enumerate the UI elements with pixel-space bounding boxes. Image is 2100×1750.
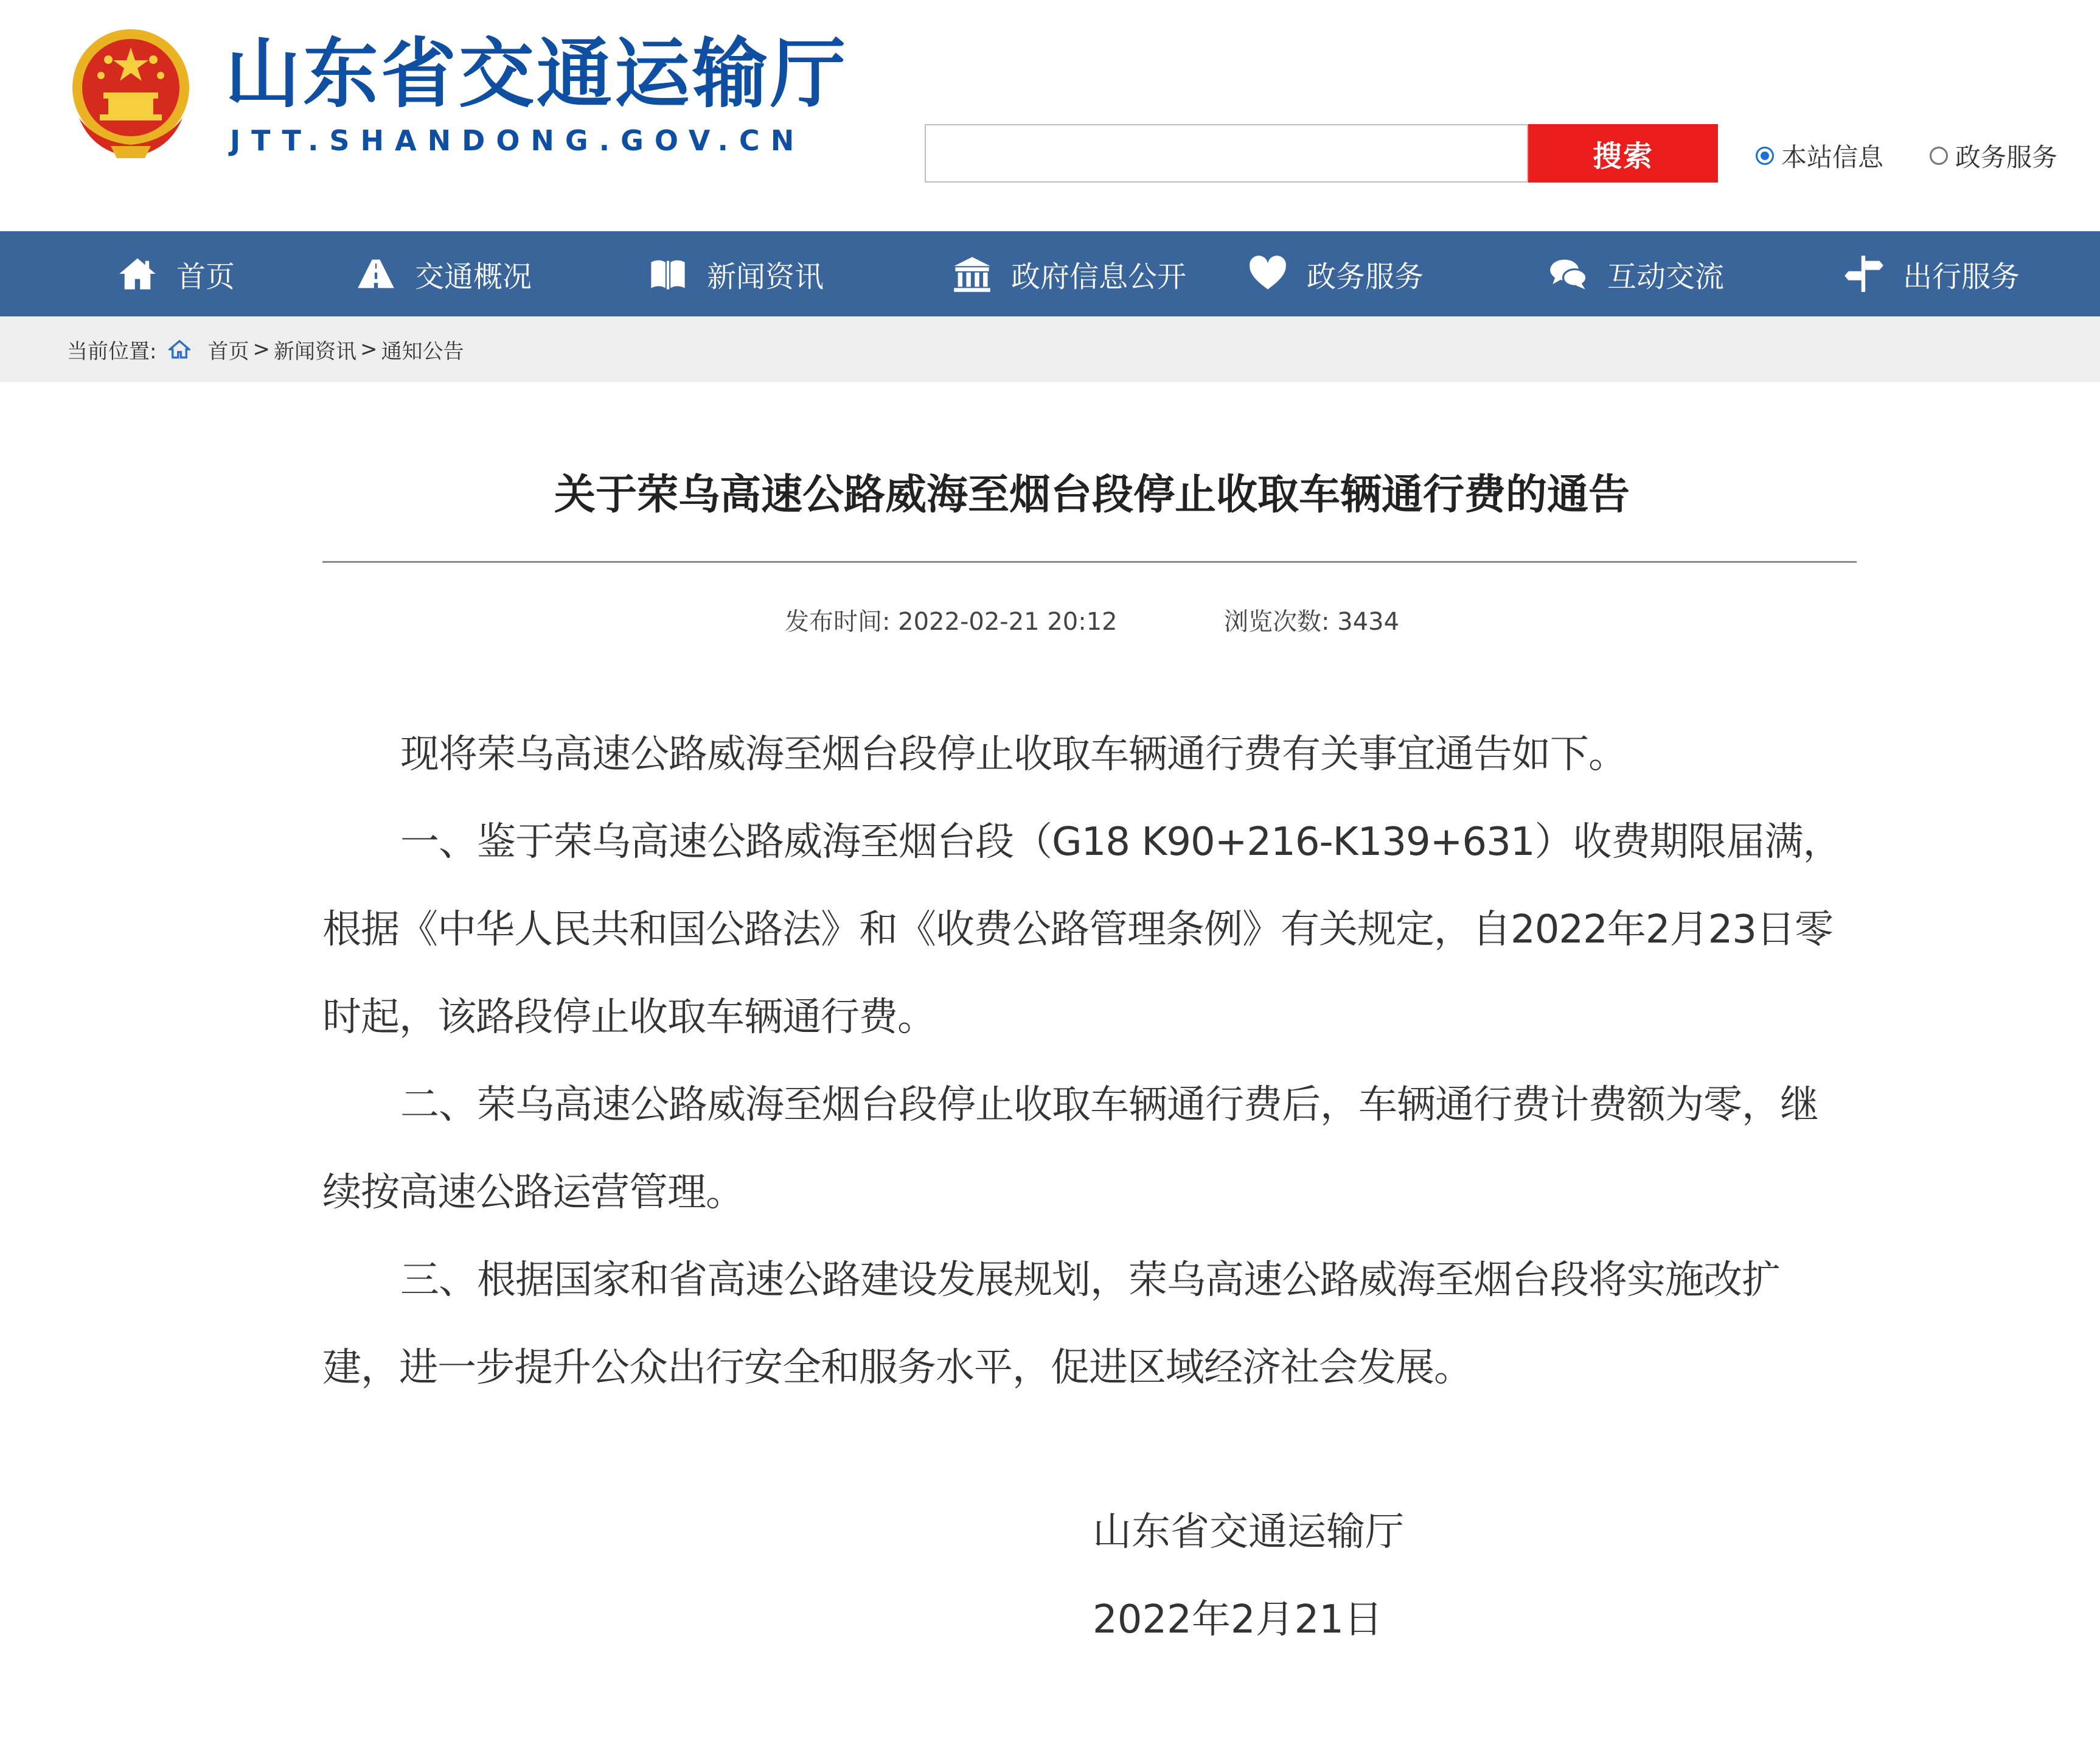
search-scope-gov-service[interactable] bbox=[1930, 138, 2057, 174]
search-button[interactable]: 搜索 bbox=[1528, 124, 1718, 183]
publish-time-label: 发布时间: bbox=[784, 608, 891, 636]
article-paragraph: 二、荣乌高速公路威海至烟台段停止收取车辆通行费后，车辆通行费计费额为零，继续按高速公路运营管理。 bbox=[322, 1082, 1818, 1215]
breadcrumb-label: 当前位置: bbox=[67, 339, 157, 364]
view-count-label: 浏览次数: bbox=[1224, 608, 1330, 636]
nav-item-gov-service[interactable] bbox=[1247, 231, 1424, 316]
article-meta bbox=[0, 602, 2100, 637]
heart-icon bbox=[1247, 253, 1288, 295]
search-scope-site[interactable] bbox=[1756, 138, 1883, 174]
nav-item-label: 政府信息公开 bbox=[1011, 259, 1187, 294]
nav-item-gov-info[interactable] bbox=[951, 231, 1186, 316]
radio-checked-icon[interactable] bbox=[1756, 147, 1774, 165]
chat-icon bbox=[1548, 253, 1589, 295]
signature-org: 山东省交通运输厅 bbox=[1093, 1510, 1404, 1555]
nav-item-news[interactable] bbox=[647, 231, 824, 316]
site-header bbox=[0, 0, 2100, 231]
article-title: 关于荣乌高速公路威海至烟台段停止收取车辆通行费的通告 bbox=[554, 471, 1630, 519]
nav-item-traffic-overview[interactable] bbox=[355, 231, 532, 316]
article-paragraph: 现将荣乌高速公路威海至烟台段停止收取车辆通行费有关事宜通告如下。 bbox=[400, 732, 1627, 777]
breadcrumb-separator: > bbox=[360, 337, 378, 361]
breadcrumb-separator: > bbox=[252, 337, 270, 361]
article-body bbox=[322, 711, 1855, 1412]
search-input[interactable] bbox=[925, 124, 1528, 183]
government-building-icon bbox=[951, 253, 993, 295]
nav-item-interaction[interactable] bbox=[1548, 231, 1724, 316]
book-icon bbox=[647, 253, 689, 295]
signature-date: 2022年2月21日 bbox=[1093, 1597, 1383, 1642]
breadcrumb-link-notices[interactable]: 通知公告 bbox=[381, 339, 464, 364]
national-emblem-icon bbox=[68, 27, 193, 161]
home-icon bbox=[117, 253, 158, 295]
home-icon[interactable] bbox=[169, 338, 190, 360]
nav-item-label: 新闻资讯 bbox=[707, 259, 824, 294]
breadcrumb-link-news[interactable]: 新闻资讯 bbox=[273, 339, 356, 364]
publish-time: 2022-02-21 20:12 bbox=[898, 608, 1118, 636]
road-icon bbox=[355, 253, 397, 295]
nav-item-label: 首页 bbox=[176, 259, 235, 294]
nav-item-label: 出行服务 bbox=[1903, 259, 2020, 294]
nav-item-label: 政务服务 bbox=[1307, 259, 1424, 294]
nav-item-home[interactable] bbox=[117, 231, 235, 316]
breadcrumb bbox=[0, 316, 2100, 382]
article-paragraph: 一、鉴于荣乌高速公路威海至烟台段（G18 K90+216-K139+631）收费期限届满，根据《中华人民共和国公路法》和《收费公路管理条例》有关规定，自2022年2月23日零时起，该路段停止收取车辆通行费。 bbox=[322, 820, 1841, 1040]
signpost-icon bbox=[1843, 253, 1885, 295]
radio-unchecked-icon[interactable] bbox=[1930, 147, 1948, 165]
nav-item-label: 交通概况 bbox=[415, 259, 532, 294]
article-paragraph: 三、根据国家和省高速公路建设发展规划，荣乌高速公路威海至烟台段将实施改扩建，进一步提升公众出行安全和服务水平，促进区域经济社会发展。 bbox=[322, 1258, 1780, 1390]
title-divider bbox=[322, 561, 1857, 563]
search-scope-site-label: 本站信息 bbox=[1781, 142, 1884, 172]
site-title: 山东省交通运输厅 bbox=[225, 30, 849, 118]
main-nav bbox=[0, 231, 2100, 316]
nav-item-travel-service[interactable] bbox=[1843, 231, 2020, 316]
search-scope-gov-service-label: 政务服务 bbox=[1955, 142, 2058, 172]
nav-item-label: 互动交流 bbox=[1607, 259, 1725, 294]
site-domain: JTT.SHANDONG.GOV.CN bbox=[230, 124, 805, 157]
breadcrumb-link-home[interactable]: 首页 bbox=[207, 339, 249, 364]
view-count: 3434 bbox=[1337, 608, 1400, 636]
